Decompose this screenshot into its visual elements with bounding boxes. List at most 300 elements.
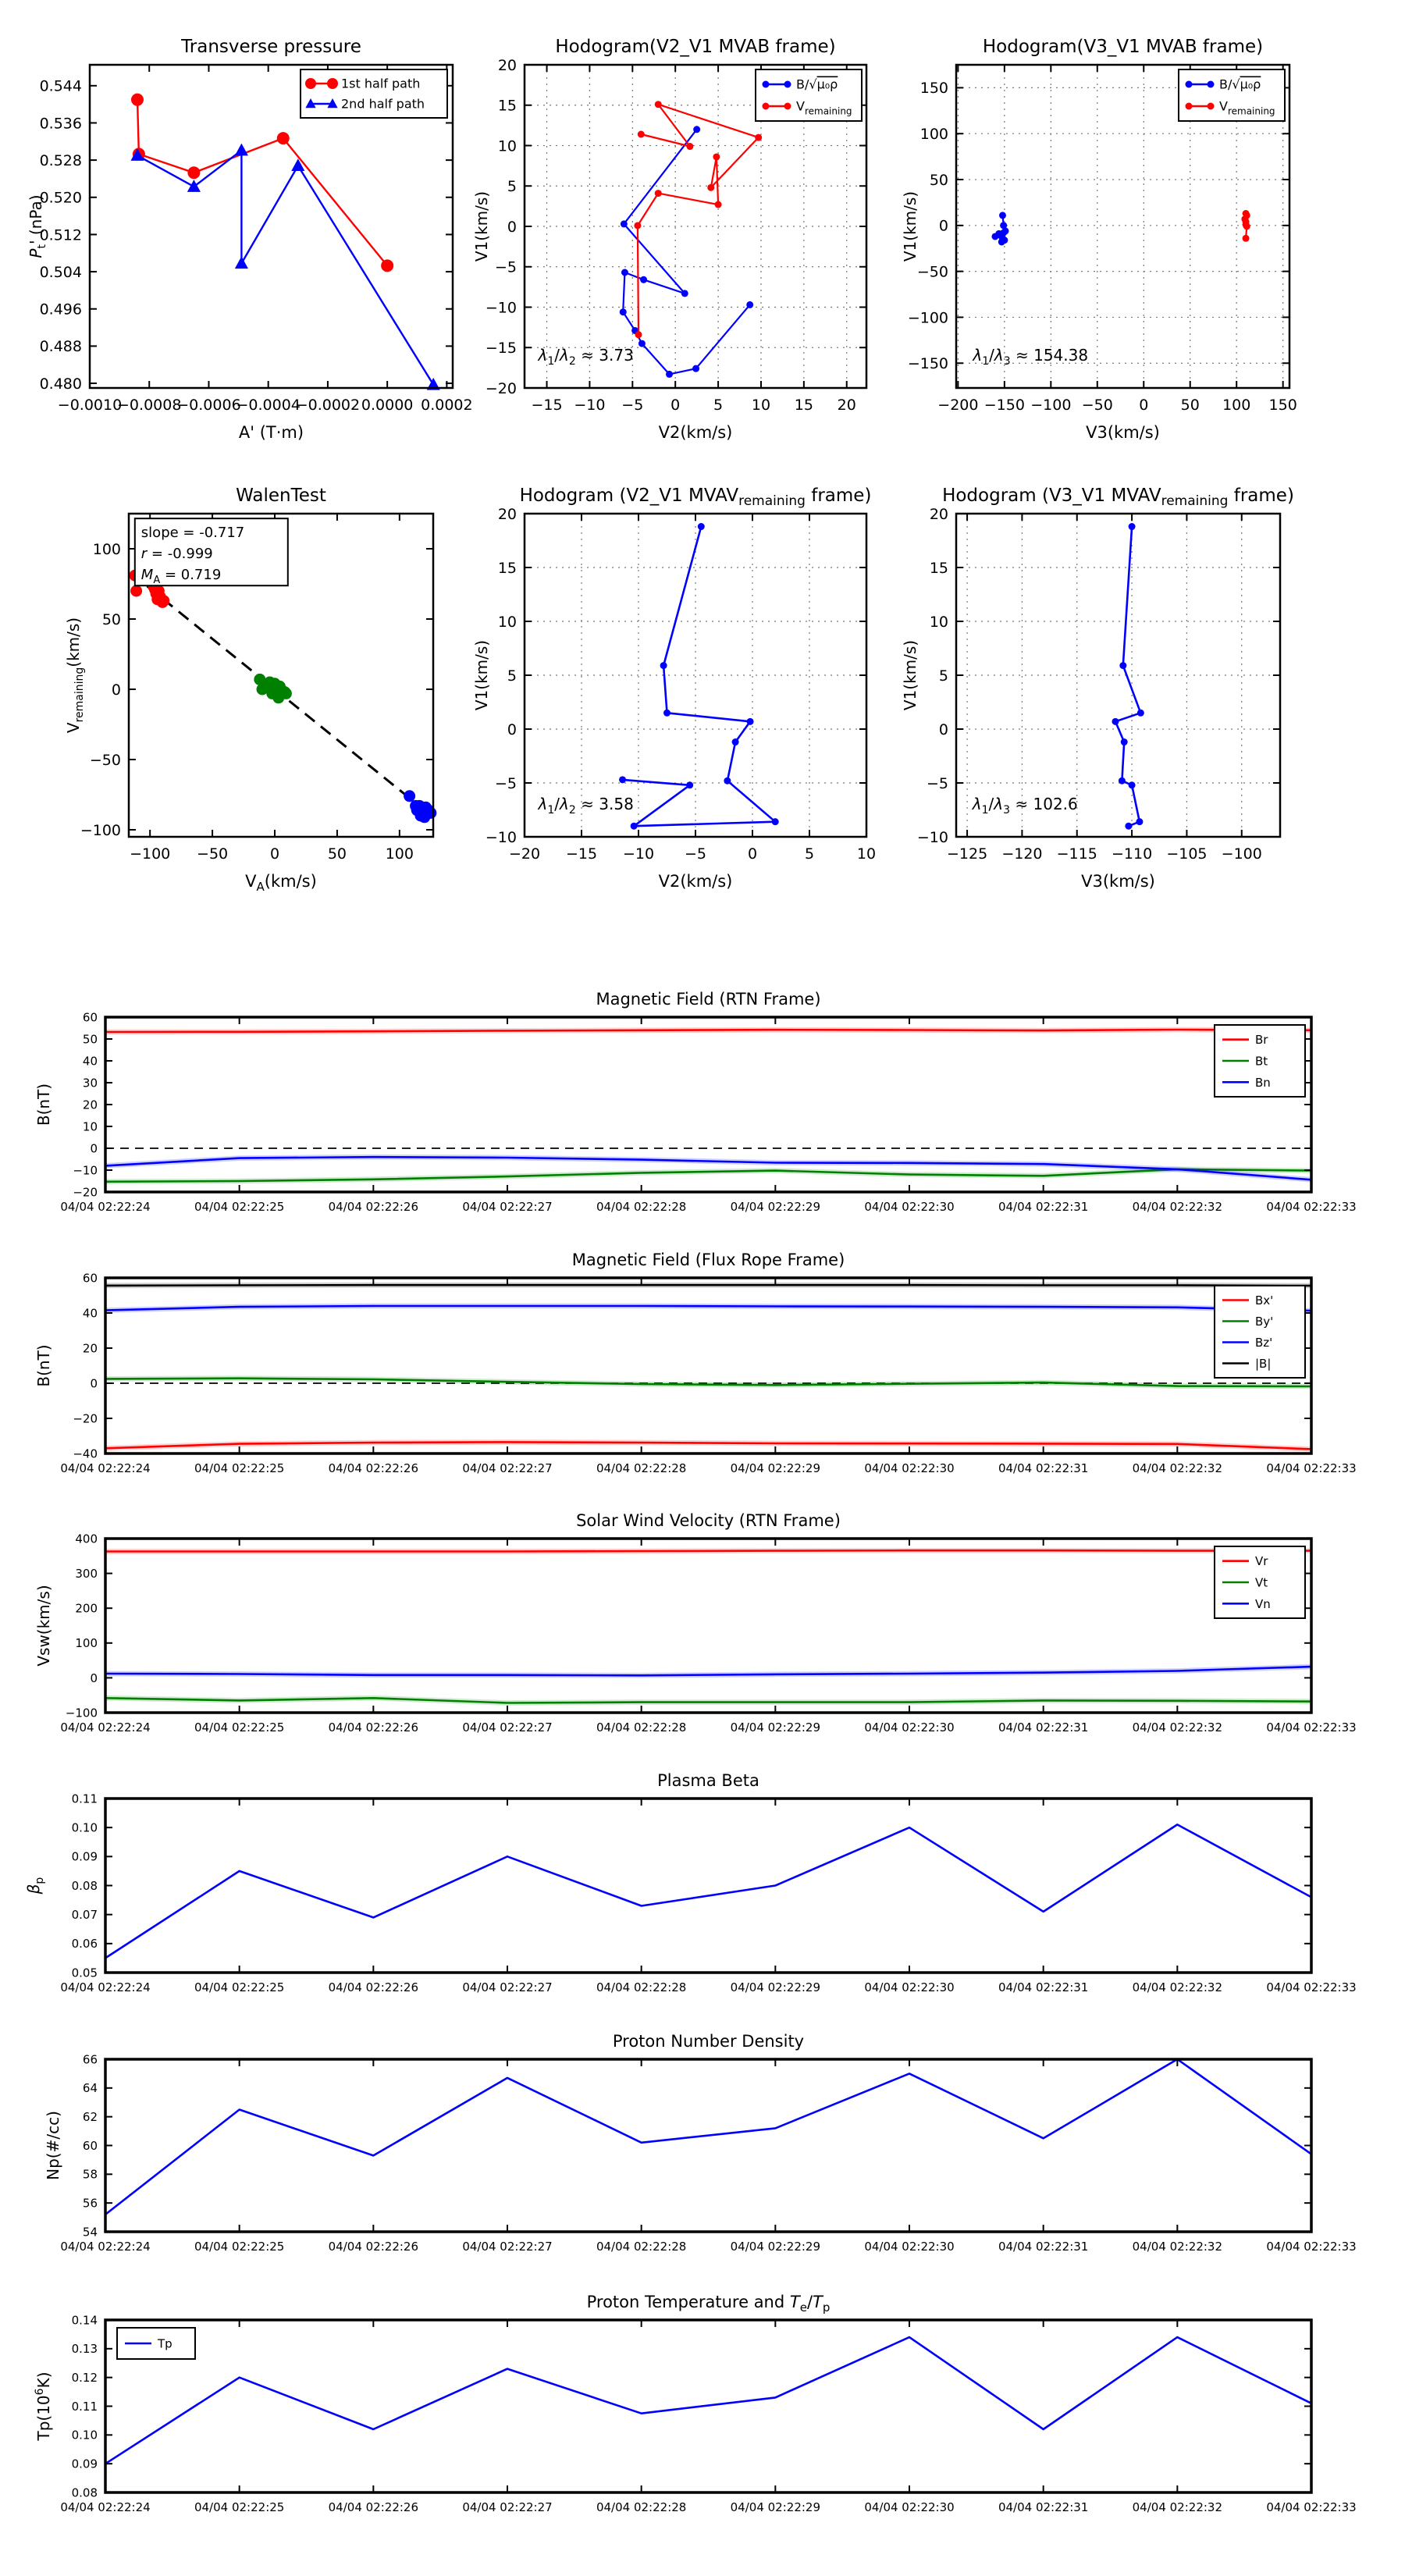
y-tick-label: 0.528 — [39, 151, 82, 169]
y-tick-label: 0.480 — [39, 375, 82, 393]
x-tick-label: 04/04 02:22:28 — [596, 1200, 687, 1214]
x-tick-label: −100 — [1030, 397, 1072, 414]
x-tick-label: 04/04 02:22:29 — [730, 2500, 821, 2514]
series-B-magnitude — [105, 1285, 1311, 1286]
legend-label: B/√μ₀ρ — [796, 76, 838, 92]
y-axis-label: V1(km/s) — [901, 190, 919, 262]
x-tick-label: 04/04 02:22:24 — [60, 2240, 151, 2254]
y-tick-label: 0.08 — [71, 2485, 98, 2500]
circle-marker — [277, 132, 290, 144]
x-tick-label: 04/04 02:22:31 — [998, 1200, 1089, 1214]
annotation: $\lambda_1/\lambda_2 \approx 3.73$ — [538, 345, 634, 368]
x-tick-label: 04/04 02:22:31 — [998, 2240, 1089, 2254]
y-tick-label: 150 — [919, 80, 948, 98]
triangle-marker — [291, 158, 304, 171]
circle-marker — [305, 78, 316, 89]
x-tick-label: 0 — [1139, 397, 1149, 414]
x-tick-label: −0.0010 — [57, 397, 123, 414]
dot-marker — [732, 738, 739, 745]
y-tick-label: 0.488 — [39, 338, 82, 356]
y-axis-label: Np(#/cc) — [44, 2111, 62, 2180]
x-tick-label: 04/04 02:22:25 — [194, 1461, 285, 1475]
y-tick-label: 50 — [101, 610, 121, 628]
y-tick-label: −5 — [494, 774, 517, 792]
x-tick-label: 04/04 02:22:32 — [1132, 2240, 1223, 2254]
legend-label: B/√μ₀ρ — [1219, 76, 1261, 92]
x-tick-label: 50 — [1180, 397, 1200, 414]
dot-marker — [640, 276, 647, 283]
dot-marker — [130, 585, 142, 597]
dot-marker — [621, 269, 628, 276]
chart-title: Proton Temperature and $T_e/T_p$ — [586, 2293, 831, 2314]
x-tick-label: −100 — [1221, 845, 1262, 863]
x-tick-label: 04/04 02:22:31 — [998, 1980, 1089, 1994]
legend-label: $V_{remaining}$ — [1219, 98, 1275, 117]
y-tick-label: −5 — [494, 258, 517, 276]
x-tick-label: 100 — [1222, 397, 1251, 414]
dot-marker — [1129, 523, 1136, 530]
dot-marker — [693, 126, 700, 133]
legend-label: 2nd half path — [341, 96, 425, 112]
dot-marker — [763, 103, 770, 110]
y-tick-label: 100 — [92, 540, 121, 558]
x-tick-label: 04/04 02:22:29 — [730, 1720, 821, 1735]
y-tick-label: 0.06 — [71, 1937, 98, 1952]
x-tick-label: −10 — [574, 397, 606, 414]
x-tick-label: 04/04 02:22:27 — [462, 1980, 553, 1994]
y-tick-label: 0.11 — [71, 2399, 98, 2414]
x-tick-label: 04/04 02:22:27 — [462, 1200, 553, 1214]
dot-marker — [1125, 823, 1132, 830]
circle-marker — [131, 94, 144, 106]
dot-marker — [681, 290, 688, 297]
dot-marker — [1243, 223, 1250, 230]
x-tick-label: 04/04 02:22:30 — [864, 2240, 955, 2254]
x-tick-label: −100 — [130, 845, 171, 863]
x-tick-label: 04/04 02:22:29 — [730, 1200, 821, 1214]
y-axis-label: B(nT) — [34, 1083, 53, 1126]
dot-marker — [692, 365, 699, 372]
legend-label: By' — [1255, 1315, 1274, 1329]
y-tick-label: 0.12 — [71, 2371, 98, 2386]
x-tick-label: 04/04 02:22:27 — [462, 1461, 553, 1475]
x-tick-label: 04/04 02:22:29 — [730, 1980, 821, 1994]
y-tick-label: −100 — [80, 821, 121, 839]
y-tick-label: 400 — [75, 1532, 98, 1546]
dot-marker — [1129, 781, 1136, 788]
y-tick-label: 5 — [938, 667, 948, 685]
dot-marker — [660, 662, 667, 669]
y-tick-label: −20 — [485, 379, 517, 397]
y-tick-label: 200 — [75, 1601, 98, 1616]
x-tick-label: 04/04 02:22:29 — [730, 1461, 821, 1475]
circle-marker — [327, 78, 338, 89]
x-tick-label: −10 — [622, 845, 655, 863]
y-tick-label: −50 — [89, 751, 121, 769]
x-tick-label: 04/04 02:22:28 — [596, 1980, 687, 1994]
y-tick-label: 0 — [90, 1141, 98, 1156]
y-tick-label: −15 — [485, 340, 517, 358]
y-tick-label: 0 — [507, 720, 517, 738]
dot-marker — [686, 781, 693, 788]
x-tick-label: 04/04 02:22:33 — [1266, 2500, 1357, 2514]
info-box-line: r = -0.999 — [140, 546, 213, 563]
legend-label: Vt — [1255, 1575, 1268, 1590]
y-tick-label: 0.10 — [71, 2428, 98, 2443]
x-tick-label: −110 — [1111, 845, 1153, 863]
x-tick-label: 04/04 02:22:24 — [60, 1980, 151, 1994]
triangle-marker — [235, 144, 248, 156]
dot-marker — [755, 134, 762, 141]
axes-frame — [105, 1539, 1311, 1713]
chart-title: Magnetic Field (Flux Rope Frame) — [571, 1251, 845, 1269]
x-tick-label: 04/04 02:22:27 — [462, 1720, 553, 1735]
x-tick-label: 04/04 02:22:31 — [998, 1461, 1089, 1475]
legend-label: |B| — [1255, 1357, 1272, 1371]
legend-label: Tp — [158, 2336, 173, 2351]
chart-title: WalenTest — [236, 486, 326, 506]
hodogram-v3v1-mvab — [901, 37, 1297, 442]
chart-title: Plasma Beta — [657, 1771, 759, 1790]
x-tick-label: −50 — [197, 845, 229, 863]
chart-title: Magnetic Field (RTN Frame) — [596, 990, 821, 1009]
series-Tp — [105, 2337, 1311, 2464]
axes-frame — [105, 2059, 1311, 2232]
chart-title: Hodogram(V3_V1 MVAB frame) — [982, 37, 1264, 57]
x-tick-label: −5 — [621, 397, 644, 414]
hodogram-v2v1-mvav — [472, 486, 876, 891]
dot-marker — [698, 523, 705, 530]
annotation: $\lambda_1/\lambda_3 \approx 102.6$ — [972, 794, 1078, 817]
x-tick-label: 50 — [327, 845, 347, 863]
legend — [301, 69, 447, 118]
y-tick-label: 20 — [497, 56, 517, 74]
axes-frame — [105, 1799, 1311, 1973]
y-tick-label: 5 — [507, 667, 517, 685]
y-tick-label: 0.10 — [71, 1820, 98, 1835]
x-tick-label: −15 — [531, 397, 563, 414]
y-tick-label: 0 — [90, 1670, 98, 1685]
x-tick-label: 04/04 02:22:29 — [730, 2240, 821, 2254]
y-tick-label: 20 — [497, 505, 517, 523]
series-Bt — [105, 1169, 1311, 1182]
dot-marker — [158, 595, 169, 607]
dot-marker — [772, 818, 779, 825]
dot-marker — [1001, 237, 1008, 244]
y-tick-label: 300 — [75, 1567, 98, 1581]
x-tick-label: 04/04 02:22:28 — [596, 2240, 687, 2254]
x-axis-label: V2(km/s) — [658, 872, 733, 891]
y-tick-label: −20 — [73, 1411, 98, 1426]
dot-marker — [724, 777, 731, 785]
y-tick-label: −100 — [907, 309, 948, 327]
dot-marker — [1186, 81, 1193, 88]
dot-marker — [638, 131, 645, 138]
x-tick-label: 10 — [751, 397, 771, 414]
y-tick-label: 0.512 — [39, 226, 82, 244]
y-tick-label: 20 — [82, 1341, 98, 1356]
y-tick-label: 5 — [507, 178, 517, 196]
legend — [1179, 69, 1285, 121]
dot-marker — [1000, 229, 1007, 237]
dot-marker — [1208, 81, 1215, 88]
walen-test — [64, 486, 436, 894]
x-tick-label: 04/04 02:22:32 — [1132, 2500, 1223, 2514]
y-tick-label: 10 — [929, 613, 948, 631]
x-axis-label: $V_A(km/s)$ — [245, 872, 317, 894]
dot-marker — [784, 81, 791, 88]
dot-marker — [746, 301, 753, 308]
legend-label: Br — [1255, 1033, 1268, 1048]
chart-title: Solar Wind Velocity (RTN Frame) — [576, 1511, 841, 1530]
dot-marker — [707, 184, 714, 191]
y-tick-label: 20 — [929, 505, 948, 523]
y-axis-label: B(nT) — [34, 1344, 53, 1387]
x-tick-label: 04/04 02:22:31 — [998, 2500, 1089, 2514]
x-axis-label: A' (T·m) — [238, 423, 304, 442]
x-tick-label: 04/04 02:22:32 — [1132, 1980, 1223, 1994]
x-tick-label: 04/04 02:22:27 — [462, 2500, 553, 2514]
dot-marker — [663, 710, 670, 717]
x-tick-label: 04/04 02:22:33 — [1266, 1720, 1357, 1735]
dot-marker — [631, 823, 638, 830]
y-tick-label: 15 — [929, 559, 948, 577]
x-tick-label: −15 — [565, 845, 598, 863]
y-tick-label: 50 — [82, 1032, 98, 1047]
y-axis-label: $Tp(10^6K)$ — [34, 2371, 53, 2441]
y-tick-label: 56 — [82, 2196, 98, 2211]
x-tick-label: −120 — [1001, 845, 1043, 863]
x-tick-label: −105 — [1166, 845, 1208, 863]
chart-title: Hodogram (V3_V1 $MVAV_{remaining}$ frame) — [942, 486, 1294, 509]
y-tick-label: 60 — [82, 1010, 98, 1025]
dot-marker — [655, 101, 662, 108]
dot-marker — [686, 143, 693, 150]
dot-marker — [713, 153, 720, 160]
legend — [1215, 1286, 1305, 1378]
x-tick-label: −20 — [508, 845, 541, 863]
x-tick-label: 04/04 02:22:30 — [864, 1461, 955, 1475]
y-tick-label: 0.09 — [71, 2457, 98, 2471]
dot-marker — [1243, 235, 1250, 242]
y-tick-label: 20 — [82, 1098, 98, 1112]
x-tick-label: −0.0008 — [117, 397, 182, 414]
plasma-beta — [24, 1771, 1357, 1994]
x-tick-label: 0 — [747, 845, 758, 863]
x-axis-label: V3(km/s) — [1081, 872, 1155, 891]
x-tick-label: 0 — [670, 397, 681, 414]
x-tick-label: 04/04 02:22:28 — [596, 1461, 687, 1475]
info-box-line: slope = -0.717 — [140, 525, 245, 542]
legend — [756, 69, 862, 121]
x-tick-label: 04/04 02:22:32 — [1132, 1461, 1223, 1475]
x-tick-label: −200 — [937, 397, 979, 414]
chart-title: Transverse pressure — [181, 37, 361, 57]
y-tick-label: 60 — [82, 2138, 98, 2153]
proton-temperature — [34, 2293, 1357, 2514]
x-axis-label: V3(km/s) — [1086, 423, 1160, 442]
y-axis-label: V1(km/s) — [472, 639, 491, 711]
solar-wind-velocity — [34, 1511, 1357, 1735]
x-tick-label: 150 — [1268, 397, 1297, 414]
y-tick-label: 10 — [497, 613, 517, 631]
series-Bn — [105, 1157, 1311, 1179]
x-tick-label: 0.0000 — [361, 397, 414, 414]
dot-marker — [1136, 818, 1143, 825]
proton-number-density — [44, 2032, 1357, 2254]
legend-label: Bn — [1255, 1075, 1271, 1090]
y-axis-label: $\beta_p$ — [24, 1877, 46, 1895]
legend-label: Vr — [1255, 1554, 1268, 1569]
x-tick-label: 04/04 02:22:24 — [60, 1461, 151, 1475]
legend — [1215, 1546, 1305, 1618]
circle-marker — [381, 259, 393, 272]
x-tick-label: 04/04 02:22:26 — [328, 1461, 419, 1475]
y-tick-label: 0.09 — [71, 1849, 98, 1864]
x-tick-label: −5 — [684, 845, 707, 863]
x-tick-label: 04/04 02:22:24 — [60, 2500, 151, 2514]
y-axis-label: $P_t'$ (nPa) — [27, 194, 48, 258]
y-tick-label: 0 — [90, 1376, 98, 1391]
y-tick-label: 0.536 — [39, 115, 82, 133]
y-tick-label: 30 — [82, 1076, 98, 1091]
triangle-marker — [235, 256, 248, 269]
x-tick-label: −150 — [984, 397, 1025, 414]
dot-marker — [425, 807, 436, 819]
y-tick-label: 40 — [82, 1306, 98, 1321]
y-tick-label: 0.14 — [71, 2313, 98, 2328]
x-tick-label: −0.0002 — [295, 397, 361, 414]
x-tick-label: 04/04 02:22:32 — [1132, 1720, 1223, 1735]
y-tick-label: 0.07 — [71, 1908, 98, 1923]
dot-marker — [634, 222, 641, 229]
y-tick-label: −150 — [907, 355, 948, 373]
series-v-remaining — [638, 105, 759, 335]
x-tick-label: 100 — [385, 845, 414, 863]
legend-label: Vn — [1255, 1596, 1271, 1611]
x-tick-label: 04/04 02:22:31 — [998, 1720, 1089, 1735]
chart-title: Proton Number Density — [612, 2032, 805, 2051]
x-tick-label: −0.0006 — [176, 397, 241, 414]
y-tick-label: 0 — [111, 681, 121, 699]
x-tick-label: 04/04 02:22:25 — [194, 1200, 285, 1214]
dot-marker — [655, 190, 662, 197]
y-tick-label: 0.544 — [39, 77, 82, 95]
y-tick-label: −10 — [73, 1163, 98, 1178]
dot-marker — [747, 718, 754, 725]
dot-marker — [635, 331, 642, 338]
dot-marker — [1121, 738, 1128, 745]
y-tick-label: −10 — [916, 828, 948, 846]
dot-marker — [280, 688, 292, 699]
dot-marker — [1208, 103, 1215, 110]
chart-title: Hodogram (V2_V1 $MVAV_{remaining}$ frame) — [519, 486, 872, 509]
transverse-pressure — [27, 37, 473, 442]
x-tick-label: 04/04 02:22:26 — [328, 1980, 419, 1994]
legend-label: Bx' — [1255, 1293, 1274, 1308]
y-axis-label: V1(km/s) — [472, 190, 491, 262]
y-tick-label: 54 — [82, 2225, 98, 2240]
x-tick-label: −115 — [1056, 845, 1097, 863]
y-tick-label: 40 — [82, 1054, 98, 1069]
annotation: $\lambda_1/\lambda_3 \approx 154.38$ — [973, 345, 1089, 368]
series-first-half-path — [137, 100, 387, 266]
triangle-marker — [187, 180, 201, 192]
y-tick-label: 60 — [82, 1271, 98, 1286]
y-tick-label: 0 — [938, 720, 948, 738]
y-axis-label: $V_{remaining}(km/s)$ — [64, 617, 86, 734]
dot-marker — [666, 371, 673, 378]
dot-marker — [1119, 777, 1126, 785]
y-tick-label: −100 — [65, 1706, 98, 1720]
y-tick-label: 0 — [507, 218, 517, 236]
x-tick-label: 04/04 02:22:24 — [60, 1720, 151, 1735]
y-axis-label: Vsw(km/s) — [34, 1585, 53, 1667]
y-tick-label: 64 — [82, 2081, 98, 2096]
y-tick-label: 0.520 — [39, 189, 82, 207]
x-tick-label: 0 — [269, 845, 280, 863]
y-tick-label: 62 — [82, 2110, 98, 2125]
y-tick-label: −5 — [926, 774, 948, 792]
x-tick-label: 04/04 02:22:26 — [328, 2500, 419, 2514]
y-tick-label: 0.11 — [71, 1791, 98, 1806]
series-beta-p — [105, 1824, 1311, 1958]
legend — [117, 2328, 195, 2359]
dot-marker — [638, 340, 646, 347]
circle-marker — [187, 166, 200, 179]
y-tick-label: 0.13 — [71, 2342, 98, 2357]
y-tick-label: 15 — [497, 97, 517, 115]
hodogram-v3v1-mvav — [901, 486, 1294, 891]
x-tick-label: 04/04 02:22:25 — [194, 1980, 285, 1994]
x-tick-label: 04/04 02:22:33 — [1266, 1461, 1357, 1475]
y-tick-label: 0 — [938, 217, 948, 235]
dot-marker — [1137, 710, 1144, 717]
x-tick-label: 5 — [804, 845, 815, 863]
chart-title: Hodogram(V2_V1 MVAB frame) — [555, 37, 836, 57]
x-tick-label: 04/04 02:22:28 — [596, 2500, 687, 2514]
dot-marker — [621, 220, 628, 227]
y-tick-label: 10 — [82, 1119, 98, 1134]
y-tick-label: 100 — [919, 126, 948, 144]
x-tick-label: 04/04 02:22:26 — [328, 1720, 419, 1735]
dot-marker — [619, 776, 626, 783]
legend-label: Bz' — [1255, 1336, 1273, 1350]
legend-label: Bt — [1255, 1054, 1268, 1069]
x-tick-label: 04/04 02:22:25 — [194, 2240, 285, 2254]
x-tick-label: 04/04 02:22:26 — [328, 2240, 419, 2254]
x-tick-label: −125 — [946, 845, 988, 863]
magnetic-field-rtn — [34, 990, 1357, 1214]
magnetic-field-flux-rope — [34, 1251, 1357, 1475]
y-tick-label: 100 — [75, 1636, 98, 1651]
x-tick-label: −0.0004 — [236, 397, 301, 414]
x-tick-label: 04/04 02:22:25 — [194, 2500, 285, 2514]
x-tick-label: 10 — [856, 845, 877, 863]
y-tick-label: −40 — [73, 1446, 98, 1461]
y-tick-label: 0.496 — [39, 301, 82, 318]
y-tick-label: 0.504 — [39, 263, 82, 281]
x-tick-label: 04/04 02:22:33 — [1266, 2240, 1357, 2254]
info-box-line: $M_A = 0.719$ — [140, 567, 222, 587]
x-tick-label: 04/04 02:22:26 — [328, 1200, 419, 1214]
x-tick-label: 04/04 02:22:30 — [864, 1200, 955, 1214]
x-tick-label: 04/04 02:22:28 — [596, 1720, 687, 1735]
y-tick-label: −10 — [485, 828, 517, 846]
x-tick-label: 04/04 02:22:30 — [864, 1720, 955, 1735]
dot-marker — [620, 308, 627, 315]
x-tick-label: 04/04 02:22:30 — [864, 2500, 955, 2514]
